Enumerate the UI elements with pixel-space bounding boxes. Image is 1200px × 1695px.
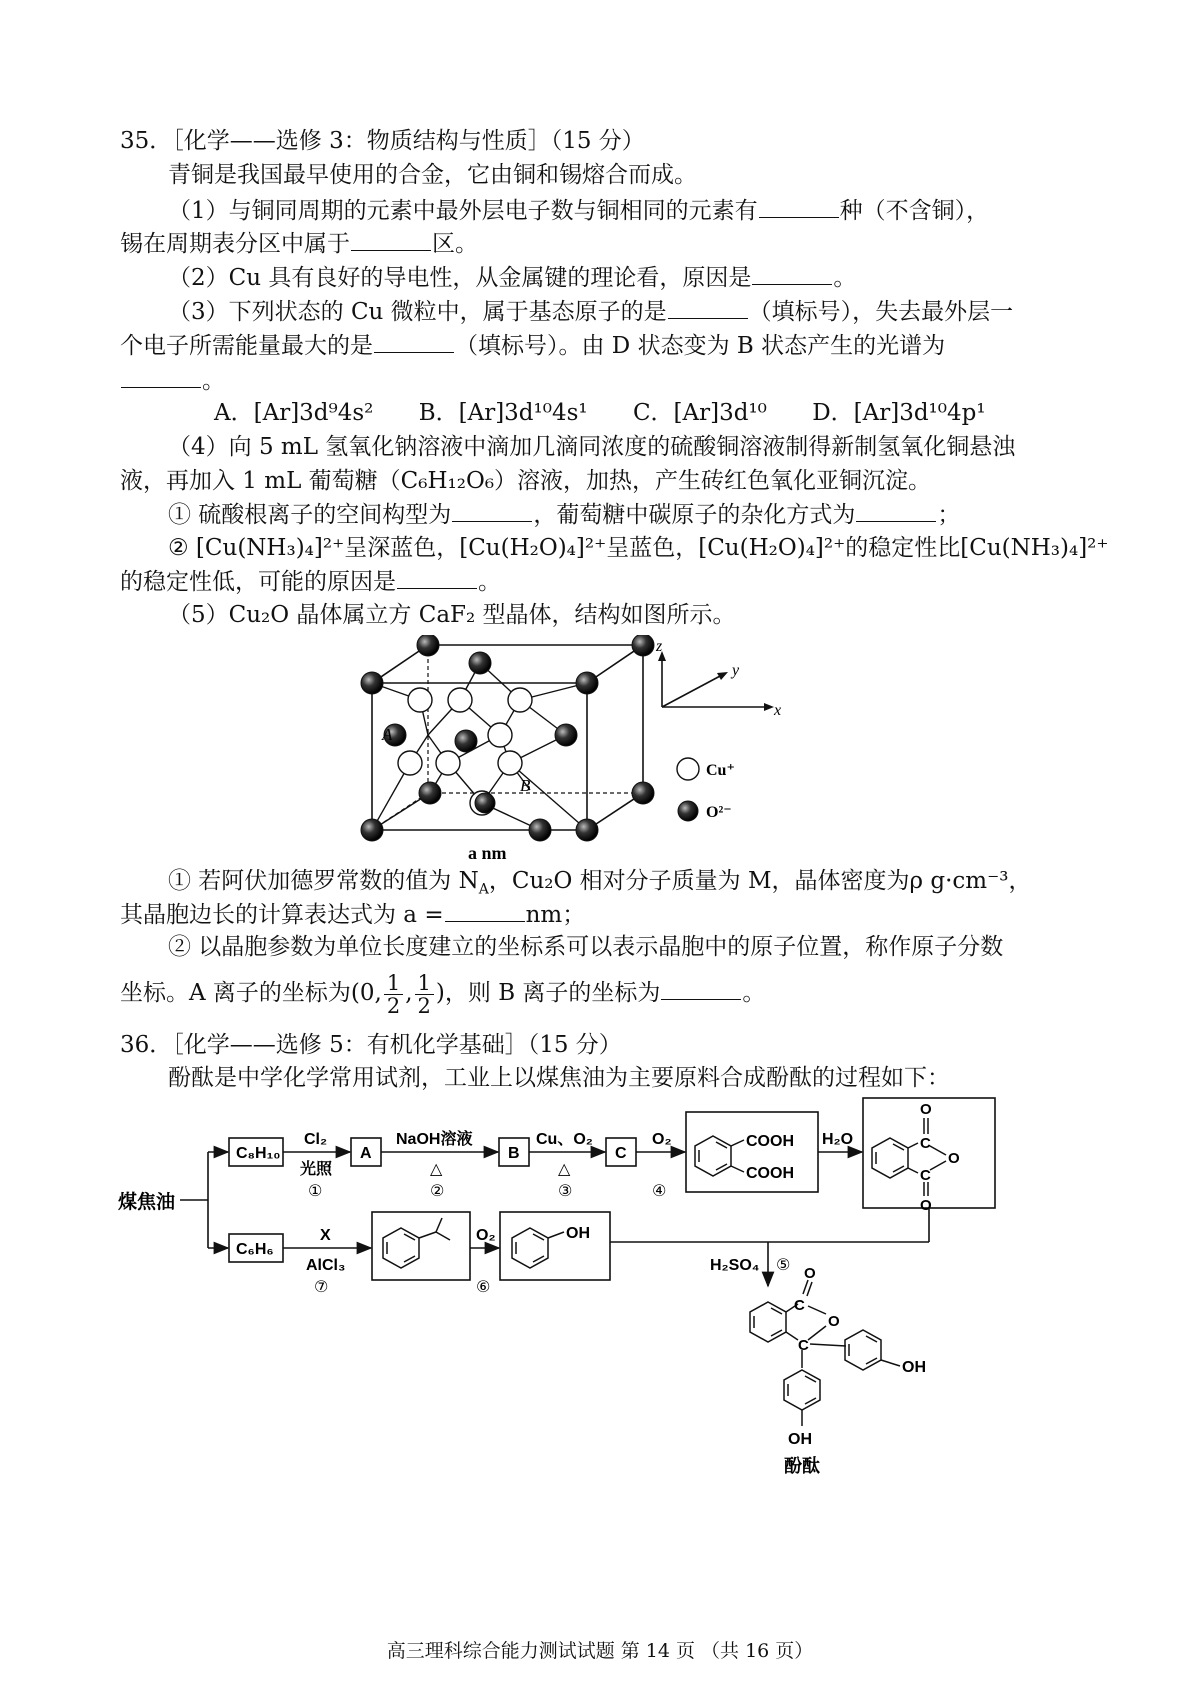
atom-o-carbonyl: O xyxy=(804,1265,816,1282)
q35-part4-line3 xyxy=(168,499,960,530)
reagent-x: X xyxy=(320,1227,331,1244)
answer-blank[interactable] xyxy=(452,499,532,522)
phenol-ring-icon xyxy=(512,1228,564,1268)
q35-part5-line4: 坐标。A 离子的坐标为(0, $\frac{1}{2}$ , $\frac{1}{2}$ )，则 B 离子的坐标为 。 xyxy=(120,970,766,1018)
q35-part4e-text-end: 。 xyxy=(478,569,501,595)
compound-b: B xyxy=(508,1145,520,1162)
q35-part3b-text: 个电子所需能量最大的是 xyxy=(120,333,373,359)
step-2: ② xyxy=(430,1183,445,1200)
page-footer: 高三理科综合能力测试试题 第 14 页 （共 16 页） xyxy=(386,1640,814,1662)
q35-part3-line1 xyxy=(168,296,1013,327)
q35-part3-text: （3）下列状态的 Cu 微粒中，属于基态原子的是 xyxy=(168,299,667,325)
phenolphthalein-structure-icon xyxy=(750,1280,900,1426)
q35-part1-line1 xyxy=(168,195,989,226)
q35-part5-line2 xyxy=(120,899,585,930)
cumene-structure-icon xyxy=(383,1218,450,1268)
reagent-cu-o2: Cu、O₂ xyxy=(536,1131,593,1148)
q35-part2-text-end: 。 xyxy=(833,265,857,291)
q35-p6a-sub: A xyxy=(478,881,489,898)
step-4: ④ xyxy=(652,1183,667,1200)
formula-c8h10: C₈H₁₀ xyxy=(236,1145,281,1162)
synthesis-scheme xyxy=(118,1090,1078,1615)
q35-header: 35．［化学——选修 3：物质结构与性质］（15 分） xyxy=(120,128,645,154)
fraction-half: $\frac{1}{2}$ xyxy=(415,972,434,1017)
condition-heat-2: △ xyxy=(558,1161,571,1178)
axis-x-label: x xyxy=(774,702,782,719)
anhydride-ring-icon xyxy=(872,1118,946,1196)
reagent-naoh: NaOH溶液 xyxy=(396,1131,473,1148)
q35-p7b-text: 坐标。A 离子的坐标为(0, xyxy=(120,980,382,1006)
q35-part4-line4: ② [Cu(NH₃)₄]²⁺呈深蓝色，[Cu(H₂O)₄]²⁺呈蓝色，[Cu(H₂O)₄]²⁺的稳定性比[Cu(NH₃)₄]²⁺ xyxy=(168,535,1109,561)
group-oh-bottom: OH xyxy=(788,1431,812,1448)
q35-p6a-text-end: ，Cu₂O 相对分子质量为 M，晶体密度为ρ g·cm⁻³， xyxy=(488,868,1032,894)
q35-part5-line1 xyxy=(168,866,1031,896)
legend-o-icon xyxy=(678,801,698,821)
atom-o-top: O xyxy=(920,1101,932,1118)
atom-o-lactone: O xyxy=(828,1313,840,1330)
q35-p6b-text: 其晶胞边长的计算表达式为 a = xyxy=(120,902,444,928)
atom-c-carbonyl: C xyxy=(794,1297,805,1314)
answer-blank[interactable] xyxy=(856,499,936,522)
q35-options xyxy=(214,398,1024,428)
q35-part5-line3: ② 以晶胞参数为单位长度建立的坐标系可以表示晶胞中的原子位置，称作原子分数 xyxy=(168,934,1004,960)
q35-part4-line5 xyxy=(120,566,501,597)
q35-part4e-text: 的稳定性低，可能的原因是 xyxy=(120,569,396,595)
answer-blank[interactable] xyxy=(752,262,832,285)
option-a: A．[Ar]3d⁹4s² xyxy=(214,400,374,426)
catalyst-alcl3: AlCl₃ xyxy=(306,1257,346,1274)
step-7: ⑦ xyxy=(314,1279,329,1296)
step-3: ③ xyxy=(558,1183,573,1200)
q35-p7b-text-end: 。 xyxy=(742,980,766,1006)
step-5: ⑤ xyxy=(776,1257,791,1274)
reagent-o2: O₂ xyxy=(652,1131,672,1148)
atom-c-center: C xyxy=(798,1337,809,1354)
branch-lines xyxy=(180,1152,228,1248)
q35-part2-text: （2）Cu 具有良好的导电性，从金属键的理论看，原因是 xyxy=(168,265,752,291)
fraction-half: $\frac{1}{2}$ xyxy=(384,972,403,1017)
axis-y-label: y xyxy=(732,662,740,679)
ion-label-a: A xyxy=(382,725,393,744)
product-name: 酚酞 xyxy=(784,1456,820,1476)
answer-blank[interactable] xyxy=(668,296,748,319)
formula-c6h6: C₆H₆ xyxy=(236,1241,274,1258)
answer-blank[interactable] xyxy=(759,195,839,218)
q35-part3c-text-end: 。 xyxy=(202,368,225,394)
compound-a: A xyxy=(360,1145,372,1162)
cell-edge-label: a nm xyxy=(468,843,507,863)
atom-c-2: C xyxy=(920,1167,931,1184)
axis-z-label: z xyxy=(656,638,663,655)
answer-blank[interactable] xyxy=(445,899,525,922)
atom-c-1: C xyxy=(920,1135,931,1152)
group-cooh-2: COOH xyxy=(746,1165,794,1182)
step-6: ⑥ xyxy=(476,1279,491,1296)
q35-part1-text: （1）与铜同周期的元素中最外层电子数与铜相同的元素有 xyxy=(168,198,758,224)
legend-cu-label: Cu⁺ xyxy=(706,762,735,779)
option-c: C．[Ar]3d¹⁰ xyxy=(632,400,767,426)
option-b: B．[Ar]3d¹⁰4s¹ xyxy=(418,400,588,426)
q36-intro: 酚酞是中学化学常用试剂，工业上以煤焦油为主要原料合成酚酞的过程如下： xyxy=(168,1065,950,1091)
q35-part3b-text-end: （填标号）。由 D 状态变为 B 状态产生的光谱为 xyxy=(455,333,946,359)
q35-part4c-text-mid: ，葡萄糖中碳原子的杂化方式为 xyxy=(533,502,856,528)
condition-light: 光照 xyxy=(300,1161,333,1178)
legend-o-label: O²⁻ xyxy=(706,804,732,821)
q35-part4c-text-end: ； xyxy=(937,502,961,528)
answer-blank[interactable] xyxy=(397,566,477,589)
condition-heat: △ xyxy=(430,1161,443,1178)
connector-lines xyxy=(650,1208,929,1286)
reagent-h2o: H₂O xyxy=(822,1131,854,1148)
q35-part3-line2 xyxy=(120,330,945,361)
reagent-o2-2: O₂ xyxy=(476,1227,496,1244)
coordinate-axes xyxy=(662,657,768,707)
q35-part5: （5）Cu₂O 晶体属立方 CaF₂ 型晶体，结构如图所示。 xyxy=(168,602,736,628)
answer-blank[interactable] xyxy=(121,365,201,388)
group-oh-right: OH xyxy=(902,1359,926,1376)
group-cooh-1: COOH xyxy=(746,1133,794,1150)
q35-part2 xyxy=(168,262,856,293)
q35-part3-line3 xyxy=(120,365,225,396)
q35-part1b-text: 锡在周期表分区中属于 xyxy=(120,231,350,257)
q35-p7b-text-mid: )，则 B 离子的坐标为 xyxy=(435,980,661,1006)
option-d: D．[Ar]3d¹⁰4p¹ xyxy=(812,400,986,426)
x-arrow-icon xyxy=(764,703,774,711)
reagent-cl2: Cl₂ xyxy=(304,1131,328,1148)
answer-blank[interactable] xyxy=(661,977,741,1000)
benzene-ring-icon xyxy=(695,1136,744,1176)
q35-intro: 青铜是我国最早使用的合金，它由铜和锡熔合而成。 xyxy=(168,162,697,188)
step-1: ① xyxy=(308,1183,323,1200)
q35-part3-text-end: （填标号），失去最外层一 xyxy=(748,299,1014,325)
answer-blank[interactable] xyxy=(374,330,454,353)
q35-part4-line1: （4）向 5 mL 氢氧化钠溶液中滴加几滴同浓度的硫酸铜溶液制得新制氢氧化铜悬浊 xyxy=(168,434,1016,460)
group-oh-phenol: OH xyxy=(566,1225,590,1242)
answer-blank[interactable] xyxy=(351,228,431,251)
ion-label-b: B xyxy=(520,776,531,795)
q35-part1b-text-end: 区。 xyxy=(432,231,478,257)
q35-p6b-text-end: nm； xyxy=(525,902,586,928)
start-coal-tar: 煤焦油 xyxy=(118,1192,176,1213)
legend-cu-icon xyxy=(677,758,699,780)
crystal-structure-figure xyxy=(350,635,830,865)
q35-p6a-text: ① 若阿伏加德罗常数的值为 N xyxy=(168,868,479,894)
q35-part4c-text: ① 硫酸根离子的空间构型为 xyxy=(168,502,452,528)
atom-o-bottom: O xyxy=(920,1197,932,1214)
catalyst-h2so4: H₂SO₄ xyxy=(710,1257,760,1274)
q35-part1-text-end: 种（不含铜）， xyxy=(839,198,990,224)
q35-part4-line2: 液，再加入 1 mL 葡萄糖（C₆H₁₂O₆）溶液，加热，产生砖红色氧化亚铜沉淀。 xyxy=(120,468,932,494)
q36-header: 36．［化学——选修 5：有机化学基础］（15 分） xyxy=(120,1032,622,1058)
atom-o-ring: O xyxy=(948,1150,960,1167)
q35-part1-line2 xyxy=(120,228,478,259)
compound-c: C xyxy=(615,1145,627,1162)
